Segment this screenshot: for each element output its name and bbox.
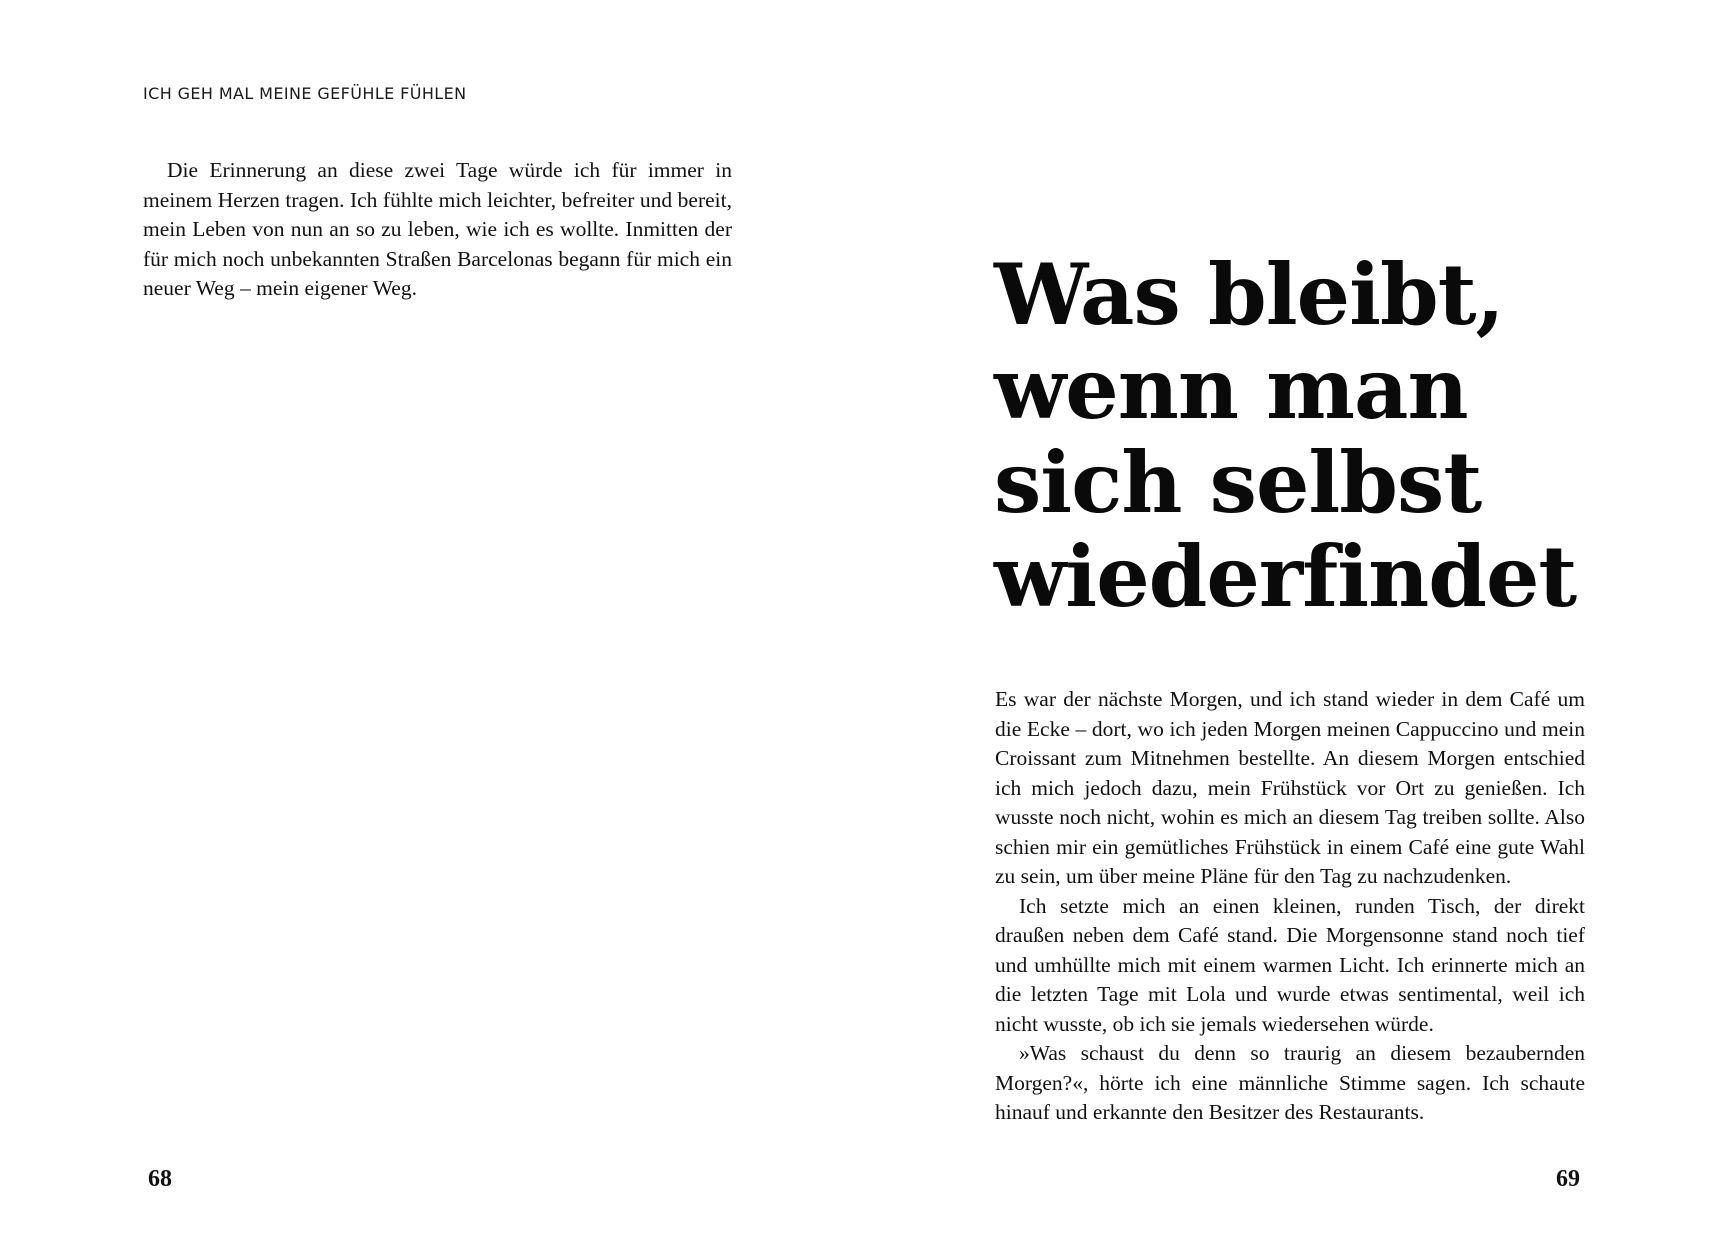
left-page: [0, 0, 856, 1240]
paragraph: Es war der nächste Morgen, und ich stand wieder in dem Café um die Ecke – dort, wo ich jeden Morgen meinen Cappuccino und mein Croissant zum Mitnehmen bestellte. An diesem Morgen entschied ich mich jedoch dazu, mein Frühstück vor Ort zu genießen. Ich wusste noch nicht, wohin es mich an diesem Tag treiben sollte. Also schien mir ein gemütliches Frühstück in einem Café eine gute Wahl zu sein, um über meine Pläne für den Tag zu nachzudenken.: [995, 687, 1585, 888]
paragraph: »Was schaust du denn so traurig an diesem bezaubernden Morgen?«, hörte ich eine männliche Stimme sagen. Ich schaute hinauf und erkannte den Besitzer des Restaurants.: [995, 1041, 1585, 1124]
chapter-title-line: sich selbst: [994, 433, 1482, 532]
chapter-title-line: Was bleibt,: [994, 245, 1504, 344]
right-body-text: [995, 685, 1585, 1128]
paragraph: Ich setzte mich an einen kleinen, runden Tisch, der direkt draußen neben dem Café stand. Die Morgensonne stand noch tief und umhüllte mich mit einem warmen Licht. Ich erinnerte mich an die letzten Tage mit Lola und wurde etwas sentimental, weil ich nicht wusste, ob ich sie jemals wiedersehen würde.: [995, 893, 1585, 1036]
chapter-title-line: wenn man: [994, 339, 1468, 438]
chapter-title-line: wiederfindet: [994, 527, 1577, 626]
paragraph: Die Erinnerung an diese zwei Tage würde ich für immer in meinem Herzen tragen. Ich fühlte mich leichter, befreiter und bereit, mein Leben von nun an so zu leben, wie ich es wollte. Inmitten der für mich noch unbekannten Straßen Barcelonas begann für mich ein neuer Weg – mein eigener Weg.: [143, 158, 732, 300]
page-number: 68: [148, 1166, 172, 1192]
left-body-text: [143, 156, 732, 304]
chapter-title: [994, 245, 1694, 626]
running-head: ICH GEH MAL MEINE GEFÜHLE FÜHLEN: [143, 84, 467, 103]
right-page: [856, 0, 1713, 1240]
page-number: 69: [1556, 1166, 1580, 1192]
